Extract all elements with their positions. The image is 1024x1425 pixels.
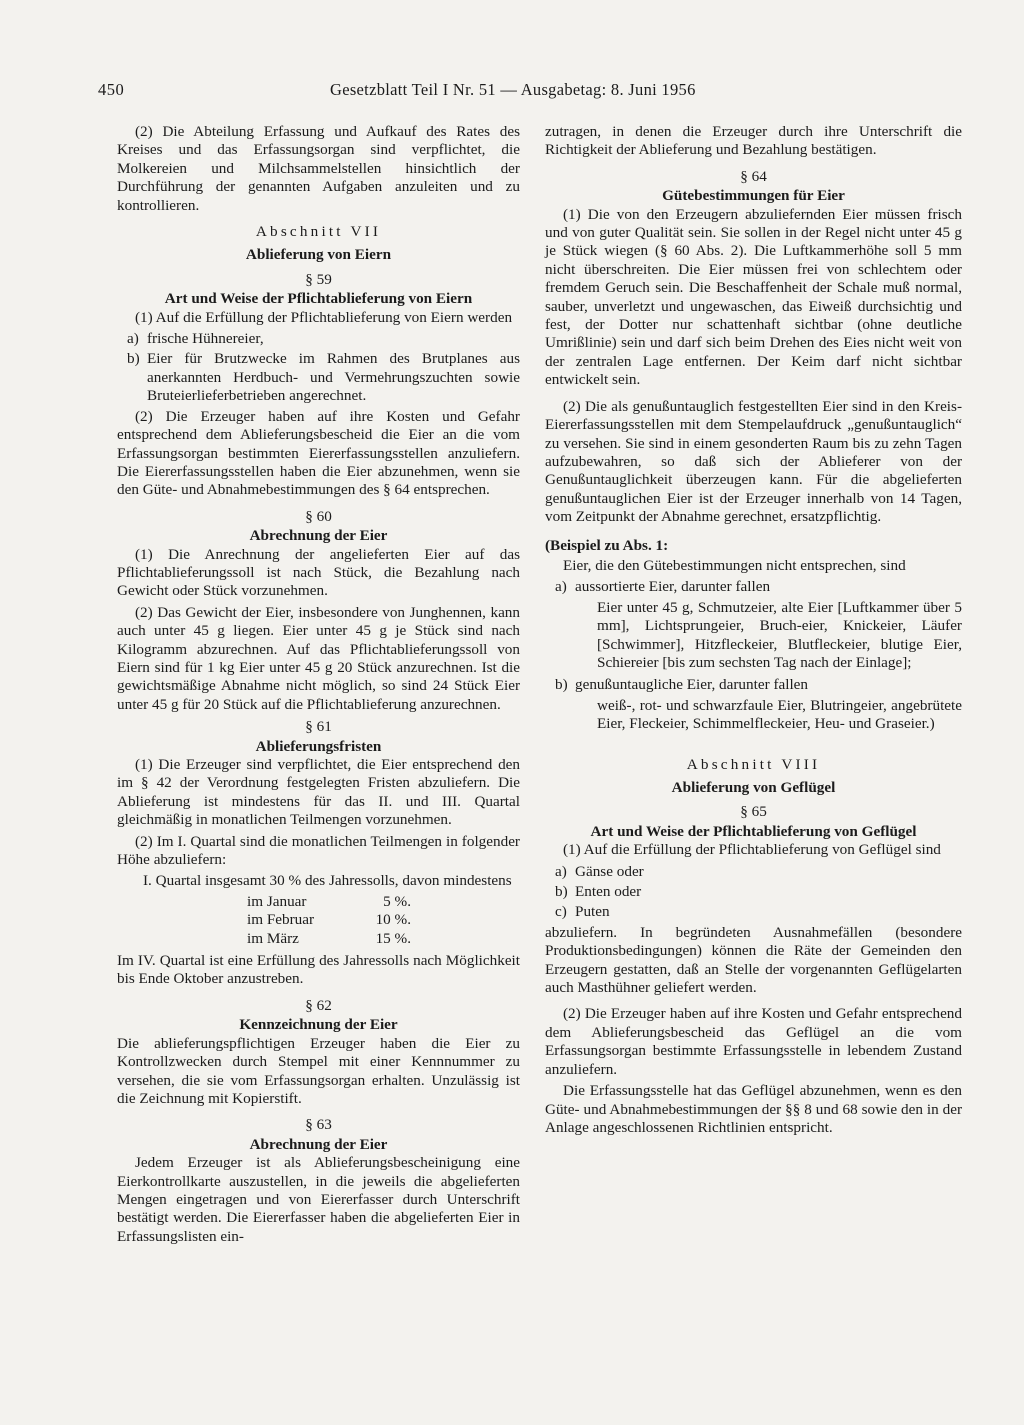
paragraph-number: § 61 (305, 718, 332, 736)
list-item (127, 330, 520, 348)
header-title: Gesetzblatt Teil I Nr. 51 — Ausgabetag: 8. Juni 1956 (330, 80, 696, 99)
left-column (117, 123, 520, 1249)
list-item (555, 863, 962, 881)
paragraph-number: § 60 (305, 507, 332, 525)
list-item (555, 903, 962, 921)
paragraph-heading: Gütebestimmungen für Eier (662, 187, 845, 205)
paragraph: Die ablieferungspflichtigen Erzeuger haben die Eier zu Kontrollzwecken durch Stempel mit einer Kennnummer zu versehen, die sie vom Erfassungsorgan erhalten. Unzulässig ist die Zeichnung mit Kopierstift. (117, 1034, 520, 1107)
paragraph: (1) Die von den Erzeugern abzuliefernden Eier müssen frisch und von guter Qualität sein. Sie sollen in der Regel nicht unter 45 g je Stück wiegen (§ 60 Abs. 2). Die Luftkammerhöhe soll 5 mm nicht überschreiten. Die Eier müssen frei von schlechtem oder fremdem Geruch sein. Die Beschaffenheit der Schale muß normal, sauber, unverletzt und ungewaschen, das Eiweiß durchsichtig und fest, der Dotter nur schattenhaft sichtbar (ohne deutliche Umrißlinie) sein und darf sich beim Drehen des Eies nicht weit von der zentralen Lage entfernen. Der Keim darf nicht sichtbar entwickelt sein. (545, 205, 962, 389)
list-label: a) (555, 578, 567, 596)
paragraph: Die Erfassungsstelle hat das Geflügel abzunehmen, wenn es den Güte- und Abnahmebestimmungen der §§ 8 und 68 sowie den in der Anlage angeschlossenen Richtlinien entspricht. (545, 1082, 962, 1136)
month-name: im März (247, 929, 299, 947)
list-item (555, 676, 962, 694)
list-text: Puten (575, 903, 610, 921)
paragraph: zutragen, in denen die Erzeuger durch ihre Unterschrift die Richtigkeit der Ablieferung und Bezahlung bestätigen. (545, 123, 962, 159)
list-item (127, 350, 520, 405)
paragraph: (1) Auf die Erfüllung der Pflichtablieferung von Geflügel sind (563, 841, 941, 859)
section-heading: Abschnitt VIII (686, 755, 821, 773)
month-percent: 5 %. (383, 892, 411, 910)
list-label: a) (127, 330, 139, 348)
paragraph: (2) Die als genußuntauglich festgestellten Eier sind in den Kreis-Eiererfassungsstellen mit dem Stempelaufdruck „genußuntauglich“ zu versehen. Sie sind in einem gesonderten Raum bis zu zehn Tagen aufzubewahren, so daß sich der Ablieferer von der Genußuntauglichkeit überzeugen kann. Für die abgelieferten genußuntauglichen Eier ist der Erzeuger innerhalb von 14 Tagen, vom Zeitpunkt der Abnahme gerechnet, ersatzpflichtig. (545, 397, 962, 526)
list-text: Gänse oder (575, 862, 644, 880)
paragraph: (2) Im I. Quartal sind die monatlichen Teilmengen in folgender Höhe abzuliefern: (117, 832, 520, 869)
paragraph: (1) Die Erzeuger sind verpflichtet, die Eier entsprechend den im § 42 der Verordnung festgelegten Fristen abzuliefern. Die Ablieferung ist mindestens für das II. und III. Quartal gleichmäßig in monatlichen Teilmengen vorzunehmen. (117, 756, 520, 829)
section-title: Ablieferung von Geflügel (671, 779, 836, 796)
page-header (98, 80, 928, 106)
paragraph: (1) Die Anrechnung der angelieferten Eier auf das Pflichtablieferungssoll ist nach Stück, die Bezahlung nach Gewicht oder Stück vorzunehmen. (117, 545, 520, 600)
list-detail: weiß-, rot- und schwarzfaule Eier, Blutringeier, angebrütete Eier, Fleckeier, Schimmelfleckeier, Heu- und Graseier.) (597, 696, 962, 733)
paragraph-heading: Art und Weise der Pflichtablieferung von Geflügel (590, 822, 917, 840)
month-name: im Februar (247, 911, 315, 929)
list-detail: Eier unter 45 g, Schmutzeier, alte Eier [Luftkammer über 5 mm], Lichtsprungeier, Bruch-eier, Knickeier, Läufer [Schwimmer], Hitzfleckeier, Blutfleckeier, blutige Eier, Schiereier [bis zum sechsten Tag nach der Einlage]; (597, 598, 962, 671)
paragraph: (2) Das Gewicht der Eier, insbesondere von Junghennen, kann auch unter 45 g liegen. Eier unter 45 g je Stück sind nach Kilogramm abzurechnen. Auf das Pflichtablieferungssoll von Eiern sind für 1 kg Eier unter 45 g 20 Stück anzurechnen. Ist die gewichtsmäßige Abnahme nicht möglich, so sind 24 Stück Eier unter 45 g für 20 Stück auf die Pflichtablieferung anzurechnen. (117, 603, 520, 713)
paragraph: abzuliefern. In begründeten Ausnahmefällen (besondere Produktionsbedingungen) können die Räte der Gemeinden den Erzeugern gestatten, daß an Stelle der vorgenannten Geflügelarten auch Masthühner geliefert werden. (545, 923, 962, 997)
paragraph: (2) Die Erzeuger haben auf ihre Kosten und Gefahr entsprechend dem Ablieferungsbescheid die Eier an die vom Erfassungsorgan bestimmten Eiererfassungsstellen anzuliefern. Die Eiererfassungsstellen haben die Eier abzunehmen, wenn sie den Güte- und Abnahmebestimmungen des § 64 entsprechen. (117, 407, 520, 499)
paragraph: (2) Die Abteilung Erfassung und Aufkauf des Rates des Kreises und das Erfassungsorgan sind verpflichtet, die Molkereien und Milchsammelstellen hinsichtlich der Durchführung der genannten Aufgaben anzuleiten und zu kontrollieren. (117, 123, 520, 214)
month-row (117, 911, 520, 929)
list-label: c) (555, 903, 567, 921)
paragraph-heading: Kennzeichnung der Eier (239, 1016, 398, 1034)
paragraph: (1) Auf die Erfüllung der Pflichtablieferung von Eiern werden (135, 308, 513, 326)
list-label: b) (127, 350, 140, 368)
paragraph-number: § 63 (305, 1116, 332, 1134)
month-row (117, 893, 520, 911)
paragraph-heading: Art und Weise der Pflichtablieferung von Eiern (164, 290, 473, 308)
paragraph: Eier, die den Gütebestimmungen nicht entsprechen, sind (563, 556, 906, 574)
list-text: frische Hühnereier, (147, 330, 264, 348)
list-item (555, 578, 962, 596)
paragraph: Jedem Erzeuger ist als Ablieferungsbescheinigung eine Eierkontrollkarte auszustellen, in die jeweils die abgelieferten Mengen eingetragen und von Eiererfasser durch Unterschrift bestätigt werden. Die Eiererfasser haben die abgelieferten Eier in Erfassungslisten ein- (117, 1154, 520, 1245)
example-heading: (Beispiel zu Abs. 1: (545, 536, 669, 554)
section-heading: Abschnitt VII (255, 223, 382, 241)
right-column (545, 123, 962, 1140)
paragraph-number: § 64 (740, 167, 767, 185)
list-label: b) (555, 676, 568, 694)
list-label: b) (555, 883, 568, 901)
list-label: a) (555, 862, 567, 880)
quarter-line: I. Quartal insgesamt 30 % des Jahressolls, davon mindestens (143, 872, 512, 890)
paragraph-heading: Abrechnung der Eier (249, 527, 388, 545)
paragraph: (2) Die Erzeuger haben auf ihre Kosten und Gefahr entsprechend dem Ablieferungsbescheid das Geflügel an die vom Erfassungsorgan bestimmte Erfassungsstelle in lebendem Zustand anzuliefern. (545, 1005, 962, 1078)
paragraph-number: § 62 (305, 996, 332, 1014)
month-row (117, 930, 520, 948)
paragraph-number: § 65 (740, 803, 767, 821)
monthly-quota-table (117, 893, 520, 948)
paragraph-heading: Abrechnung der Eier (249, 1135, 388, 1153)
list-text: Enten oder (575, 883, 642, 901)
list-item (555, 883, 962, 901)
list-text: aussortierte Eier, darunter fallen (575, 578, 771, 596)
month-percent: 10 %. (375, 911, 411, 929)
paragraph-heading: Ablieferungsfristen (255, 737, 382, 755)
month-percent: 15 %. (375, 929, 411, 947)
paragraph: Im IV. Quartal ist eine Erfüllung des Jahressolls nach Möglichkeit bis Ende Oktober anzustreben. (117, 952, 520, 988)
page-number: 450 (98, 80, 125, 99)
month-name: im Januar (247, 892, 307, 910)
list-text: Eier für Brutzwecke im Rahmen des Brutplanes aus anerkannten Herdbuch- und Vermehrungszuchten sowie Bruteierlieferbetrieben angerechnet. (147, 350, 520, 405)
section-title: Ablieferung von Eiern (245, 246, 392, 264)
list-text: genußuntaugliche Eier, darunter fallen (575, 676, 809, 694)
paragraph-number: § 59 (305, 270, 332, 288)
